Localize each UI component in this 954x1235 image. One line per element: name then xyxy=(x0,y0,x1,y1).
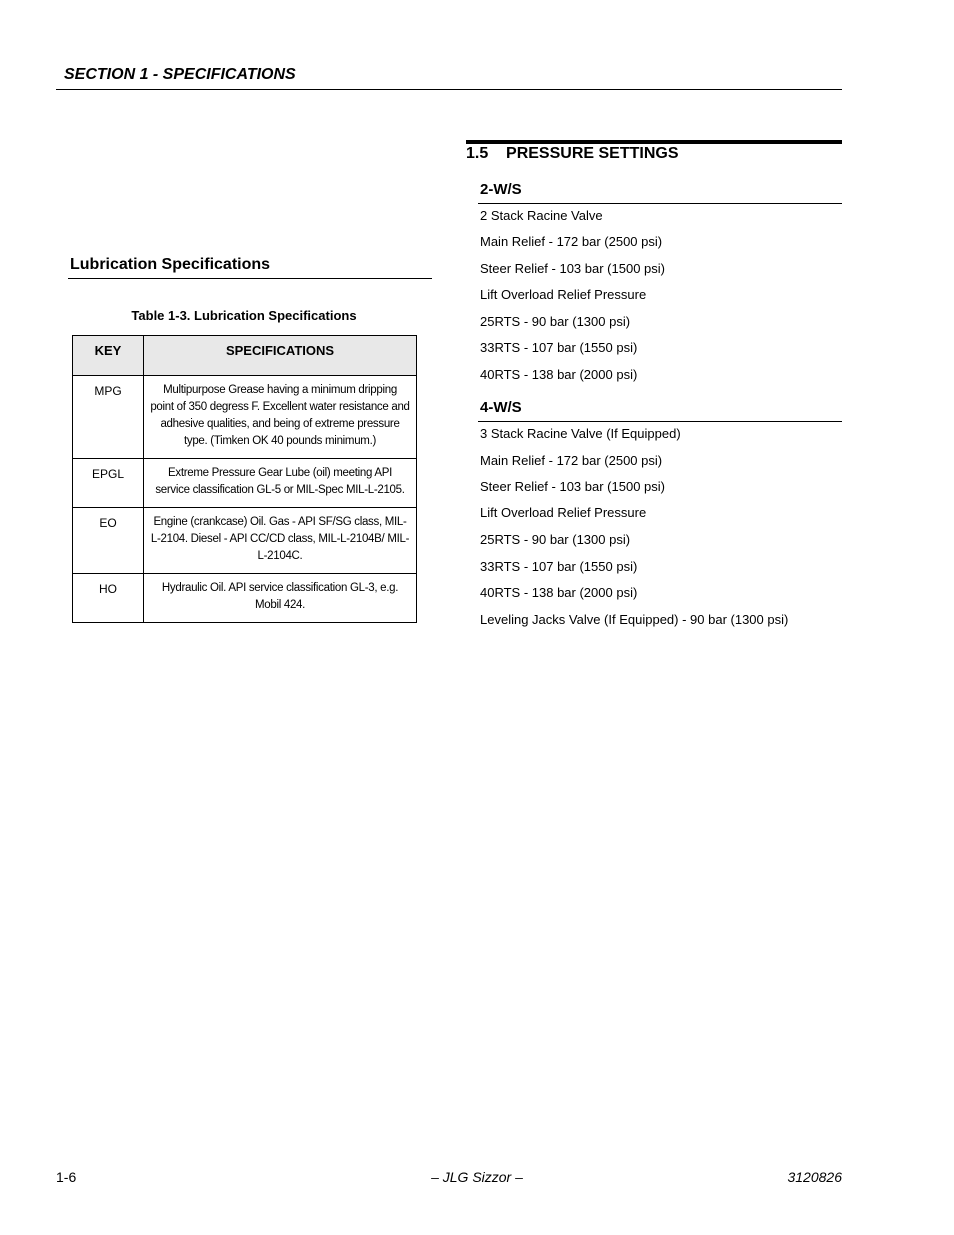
header-rule xyxy=(56,89,842,90)
row-spec: Multipurpose Grease having a minimum dripping point of 350 degress F. Excellent water resistance and adhesive qualities, and being of extreme pressure type. (Timken OK 40 pounds minimum.) xyxy=(144,376,417,459)
two-ws-line: 33RTS - 107 bar (1550 psi) xyxy=(480,340,638,355)
four-ws-line: 40RTS - 138 bar (2000 psi) xyxy=(480,585,638,600)
four-ws-line: 3 Stack Racine Valve (If Equipped) xyxy=(480,426,681,441)
pressure-settings-heading: 1.5 PRESSURE SETTINGS xyxy=(466,145,679,162)
two-ws-heading: 2-W/S xyxy=(480,181,522,198)
row-spec: Extreme Pressure Gear Lube (oil) meeting API service classification GL-5 or MIL-Spec MIL-L-2105. xyxy=(144,459,417,508)
four-ws-line: Lift Overload Relief Pressure xyxy=(480,505,647,520)
row-key: EO xyxy=(73,508,144,574)
section-header: SECTION 1 - SPECIFICATIONS xyxy=(64,66,296,83)
footer-document-number: 3120826 xyxy=(787,1169,842,1185)
table-header-row xyxy=(73,336,417,376)
four-ws-line: 33RTS - 107 bar (1550 psi) xyxy=(480,559,638,574)
footer-page-number: 1-6 xyxy=(56,1169,77,1185)
row-key: MPG xyxy=(73,376,144,459)
four-ws-rule xyxy=(478,421,842,422)
two-ws-line: 2 Stack Racine Valve xyxy=(480,208,603,223)
two-ws-line: Lift Overload Relief Pressure xyxy=(480,287,647,302)
table-caption: Table 1-3. Lubrication Specifications xyxy=(131,308,357,323)
column-header-specifications: SPECIFICATIONS xyxy=(144,336,417,376)
row-spec: Hydraulic Oil. API service classification GL-3, e.g. Mobil 424. xyxy=(144,574,417,623)
four-ws-heading: 4-W/S xyxy=(480,399,522,416)
two-ws-line: 40RTS - 138 bar (2000 psi) xyxy=(480,367,638,382)
table-row xyxy=(73,376,417,459)
four-ws-line: 25RTS - 90 bar (1300 psi) xyxy=(480,532,631,547)
lubrication-heading: Lubrication Specifications xyxy=(70,256,271,273)
table-row xyxy=(73,508,417,574)
table-row xyxy=(73,574,417,623)
lubrication-table xyxy=(72,335,417,623)
row-key: EPGL xyxy=(73,459,144,508)
two-ws-line: Main Relief - 172 bar (2500 psi) xyxy=(480,234,663,249)
four-ws-line: Main Relief - 172 bar (2500 psi) xyxy=(480,453,663,468)
lubrication-heading-rule xyxy=(68,278,432,279)
two-ws-rule xyxy=(478,203,842,204)
two-ws-line: Steer Relief - 103 bar (1500 psi) xyxy=(480,261,665,276)
two-ws-line: 25RTS - 90 bar (1300 psi) xyxy=(480,314,631,329)
pressure-settings-rule xyxy=(466,140,842,144)
row-key: HO xyxy=(73,574,144,623)
four-ws-line: Steer Relief - 103 bar (1500 psi) xyxy=(480,479,665,494)
row-spec: Engine (crankcase) Oil. Gas - API SF/SG class, MIL-L-2104. Diesel - API CC/CD class, MIL-L-2104B/ MIL-L-2104C. xyxy=(144,508,417,574)
column-header-key: KEY xyxy=(73,336,144,376)
four-ws-line: Leveling Jacks Valve (If Equipped) - 90 bar (1300 psi) xyxy=(480,612,789,627)
table-row xyxy=(73,459,417,508)
footer-title: – JLG Sizzor – xyxy=(431,1169,523,1185)
